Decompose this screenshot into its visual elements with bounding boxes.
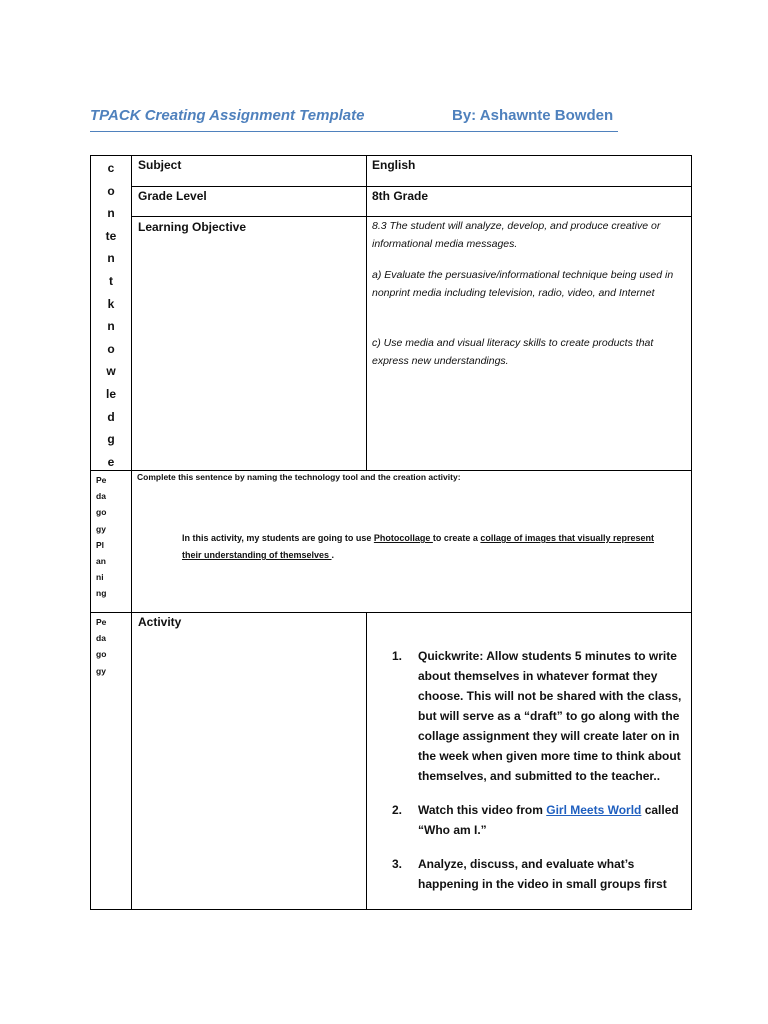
- objective-item-c-text: c) Use media and visual literacy skills to create products that express new understandings.: [372, 337, 654, 367]
- objective-label-cell: [131, 216, 367, 471]
- technology-tool: Photocollage: [373, 533, 433, 543]
- pedagogy-planning-vertical-label: Pe da go gy Pl an ni ng: [96, 475, 107, 599]
- planning-prompt: Complete this sentence by naming the technology tool and the creation activity:: [137, 472, 461, 482]
- content-knowledge-vertical-label: c o n te n t k n o w le d g e: [105, 161, 117, 469]
- activity-list: [390, 646, 688, 908]
- document-title: TPACK Creating Assignment Template: [90, 107, 365, 124]
- activity-item: 2. Watch this video from Girl Meets World called “Who am I.”: [392, 803, 679, 837]
- activity-label-cell: [131, 612, 367, 910]
- objective-standard-text: 8.3 The student will analyze, develop, and produce creative or informational media messages.: [372, 220, 661, 250]
- title-underline: [90, 131, 618, 132]
- objective-item-a-text: a) Evaluate the persuasive/informational technique being used in nonprint media including television, radio, video, and Internet: [372, 269, 674, 299]
- pedagogy-vertical-label: Pe da go gy: [96, 617, 107, 676]
- activity-item: 1. Quickwrite: Allow students 5 minutes to write about themselves in whatever format they choose. This will not be shared with the class, but will serve as a “draft” to go along with the collage assignment they will create later on in the week when given more time to think about themselves, and submitted to the teacher..: [392, 649, 682, 783]
- learning-objective-label: Learning Objective: [138, 220, 247, 234]
- grade-level-label: Grade Level: [138, 189, 207, 203]
- planning-sentence: In this activity, my students are going to use Photocollage to create a collage of images that visually represent their understanding of themselves .: [182, 533, 654, 560]
- creation-activity: collage of images that visually represent their understanding of themselves: [182, 533, 654, 560]
- subject-label: Subject: [138, 158, 182, 172]
- subject-value: English: [372, 158, 416, 172]
- girl-meets-world-link[interactable]: Girl Meets World: [546, 803, 642, 817]
- document-author: By: Ashawnte Bowden: [452, 107, 614, 124]
- activity-label: Activity: [138, 615, 182, 629]
- activity-item: 3. Analyze, discuss, and evaluate what’s happening in the video in small groups first: [392, 857, 667, 891]
- grade-level-value: 8th Grade: [372, 189, 429, 203]
